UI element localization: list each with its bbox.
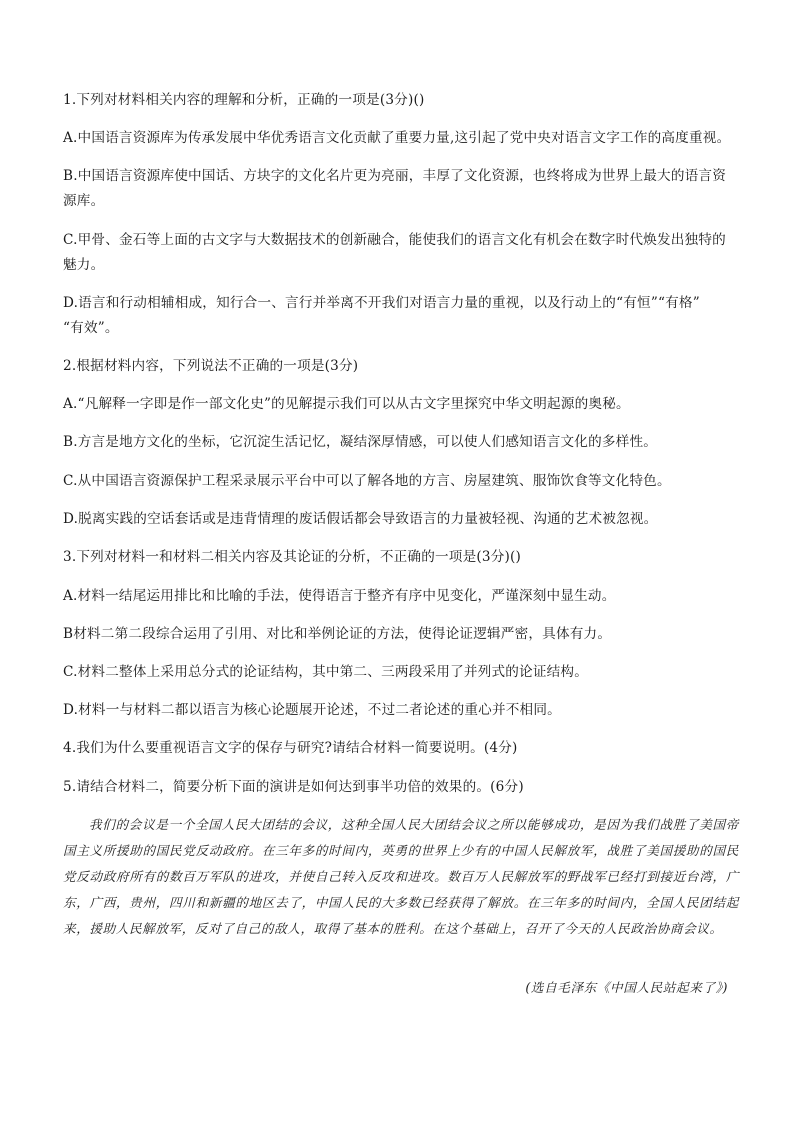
question-3-option-c: C.材料二整体上采用总分式的论证结构，其中第二、三两段采用了并列式的论证结构。 [63, 664, 589, 680]
question-4-stem: 4.我们为什么要重视语言文字的保存与研究?请结合材料一简要说明。(4分) [63, 740, 518, 756]
question-3-option-b: B材料二第二段综合运用了引用、对比和举例论证的方法，使得论证逻辑严密，具体有力。 [63, 626, 612, 642]
question-2-option-c: C.从中国语言资源保护工程采录展示平台中可以了解各地的方言、房屋建筑、服饰饮食等文化特色。 [63, 473, 671, 489]
question-2-option-b: B.方言是地方文化的坐标，它沉淀生活记忆，凝结深厚情感，可以使人们感知语言文化的多样性。 [63, 434, 658, 450]
question-1-option-b-line2: 源库。 [63, 193, 105, 209]
question-1-option-c-line2: 魅力。 [63, 257, 105, 273]
question-1-option-d-line1: D.语言和行动相辅相成，知行合一、言行并举离不开我们对语言力量的重视，以及行动上的“有恒”“有格” [63, 295, 700, 311]
question-5-stem: 5.请结合材料二，简要分析下面的演讲是如何达到事半功倍的效果的。(6分) [63, 779, 524, 795]
question-2-stem: 2.根据材料内容，下列说法不正确的一项是(3分) [63, 358, 359, 374]
speech-excerpt: 我们的会议是一个全国人民大团结的会议，这种全国人民大团结会议之所以能够成功，是因为我们战胜了美国帝国主义所援助的国民党反动政府。在三年多的时间内，英勇的世界上少有的中国人民解放军，战胜了美国援助的国民党反动政府所有的数百万军队的进攻，并使自己转入反攻和进攻。数百万人民解放军的野战军已经打到接近台湾，广东，广西，贵州，四川和新疆的地区去了，中国人民的大多数已经获得了解放。在三年多的时间内，全国人民团结起来，援助人民解放军，反对了自己的敌人，取得了基本的胜利。在这个基础上，召开了今天的人民政治协商会议。 [63, 817, 739, 936]
question-1-option-d-line2: “有效”。 [63, 320, 119, 336]
question-2-option-a: A.“凡解释一字即是作一部文化史”的见解提示我们可以从古文字里探究中华文明起源的奥秘。 [63, 396, 630, 412]
question-2-option-d: D.脱离实践的空话套话或是违背情理的废话假话都会导致语言的力量被轻视、沟通的艺术被忽视。 [63, 511, 658, 527]
question-1-stem: 1.下列对材料相关内容的理解和分析，正确的一项是(3分)() [63, 92, 425, 108]
excerpt-source: (选自毛泽东《中国人民站起来了》) [525, 980, 728, 995]
question-3-option-a: A.材料一结尾运用排比和比喻的手法，使得语言于整齐有序中见变化，严谨深刻中显生动。 [63, 588, 616, 604]
question-3-option-d: D.材料一与材料二都以语言为核心论题展开论述，不过二者论述的重心并不相同。 [63, 702, 561, 718]
question-1-option-a: A.中国语言资源库为传承发展中华优秀语言文化贡献了重要力量,这引起了党中央对语言文字工作的高度重视。 [63, 130, 731, 146]
question-1-option-b-line1: B.中国语言资源库使中国话、方块字的文化名片更为亮丽，丰厚了文化资源，也终将成为世界上最大的语言资 [63, 168, 727, 184]
question-3-stem: 3.下列对材料一和材料二相关内容及其论证的分析，不正确的一项是(3分)() [63, 549, 522, 565]
question-1-option-c-line1: C.甲骨、金石等上面的古文字与大数据技术的创新融合，能使我们的语言文化有机会在数字时代焕发出独特的 [63, 232, 726, 248]
